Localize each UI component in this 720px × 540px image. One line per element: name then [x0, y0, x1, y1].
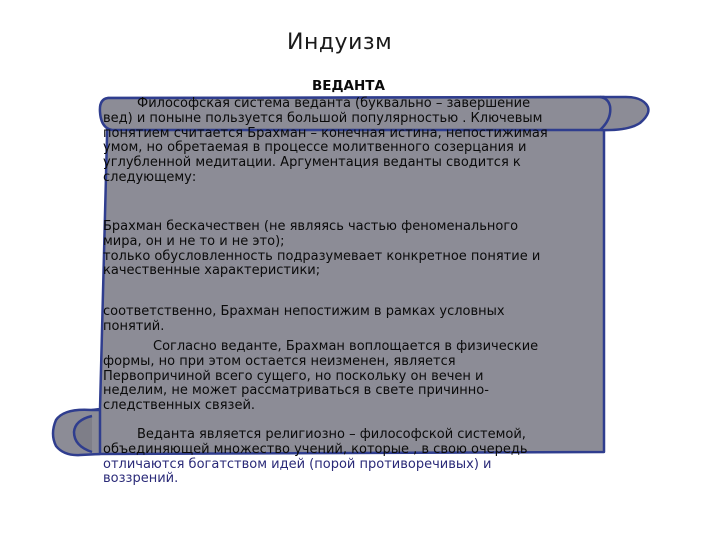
text-line: только обусловленность подразумевает конкретное понятие и	[103, 248, 541, 264]
text-line: Первопричиной всего сущего, но поскольку он вечен и	[103, 368, 484, 384]
text-line: формы, но при этом остается неизменен, является	[103, 353, 456, 369]
slide-subtitle: ВЕДАНТА	[312, 78, 385, 94]
text-line: вед) и поныне пользуется большой популярностью . Ключевым	[103, 110, 543, 126]
text-line: объединяющей множество учений, которые , в свою очередь	[103, 441, 528, 457]
text-line: Философская система веданта (буквально – завершение	[137, 96, 531, 111]
text-line: следующему:	[103, 169, 197, 185]
text-line: Веданта является религиозно – философской системой,	[137, 427, 526, 442]
text-line: углубленной медитации. Аргументация веданты сводится к	[103, 155, 521, 171]
vedanta-system-paragraph	[103, 428, 603, 487]
text-line: отличаются богатством идей (порой противоречивых) и	[103, 456, 492, 472]
text-line: воззрений.	[103, 471, 179, 487]
text-line: умом, но обретаемая в процессе молитвенного созерцания и	[103, 140, 527, 156]
text-line: следственных связей.	[103, 398, 256, 414]
text-line: соответственно, Брахман непостижим в рамках условных	[103, 304, 505, 319]
incarnation-paragraph	[103, 340, 603, 414]
intro-paragraph	[103, 97, 603, 186]
text-line: понятием считается Брахман – конечная истина, непостижимая	[103, 125, 548, 141]
text-line: понятий.	[103, 318, 165, 334]
point-two-paragraph	[103, 305, 603, 335]
text-line: Согласно веданте, Брахман воплощается в физические	[153, 339, 539, 354]
text-line: неделим, не может рассматриваться в свете причинно-	[103, 383, 489, 399]
point-one-paragraph	[103, 220, 603, 279]
text-line: Брахман бескачествен (не являясь частью феноменального	[103, 219, 519, 234]
slide-title: Индуизм	[287, 30, 393, 55]
text-line: мира, он и не то и не это);	[103, 233, 285, 249]
text-line: качественные характеристики;	[103, 263, 321, 279]
